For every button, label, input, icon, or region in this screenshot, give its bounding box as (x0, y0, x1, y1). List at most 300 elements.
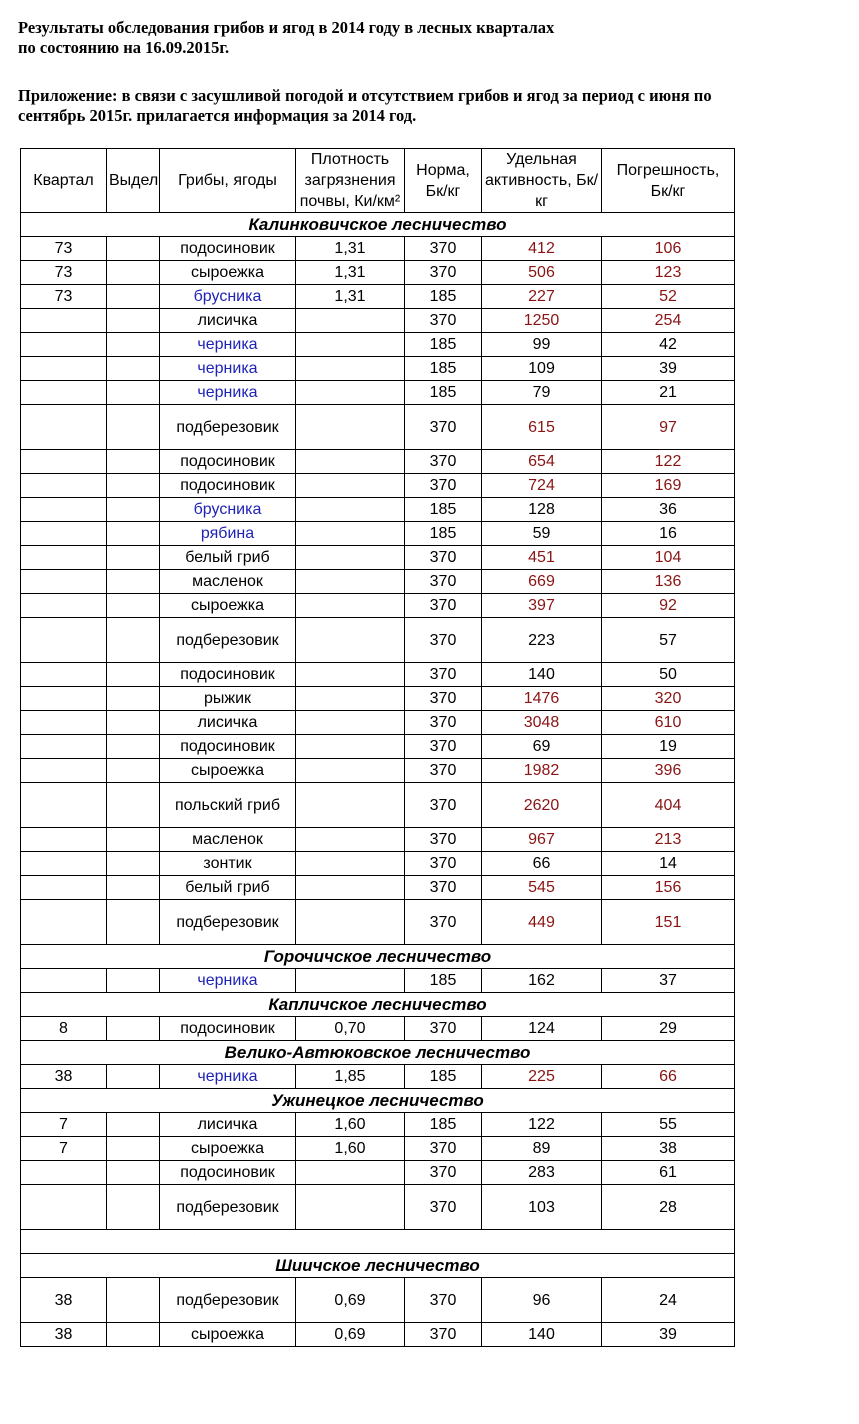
cell-density: 0,70 (296, 1017, 405, 1041)
cell-error: 36 (602, 498, 735, 522)
cell-kvartal (21, 381, 107, 405)
cell-item: сыроежка (160, 1323, 296, 1347)
cell-kvartal: 73 (21, 237, 107, 261)
title-line-1: Результаты обследования грибов и ягод в 2014 году в лесных кварталах (18, 18, 555, 37)
cell-kvartal (21, 570, 107, 594)
cell-videl (107, 1323, 160, 1347)
cell-density (296, 618, 405, 663)
document-note (18, 86, 712, 126)
cell-norm: 370 (405, 1323, 482, 1347)
cell-activity: 506 (482, 261, 602, 285)
table-row (21, 711, 735, 735)
cell-kvartal: 38 (21, 1323, 107, 1347)
cell-videl (107, 783, 160, 828)
cell-kvartal (21, 522, 107, 546)
cell-norm: 370 (405, 1137, 482, 1161)
cell-activity: 1476 (482, 687, 602, 711)
cell-videl (107, 663, 160, 687)
cell-activity: 140 (482, 1323, 602, 1347)
cell-norm: 370 (405, 570, 482, 594)
cell-item: черника (160, 1065, 296, 1089)
section-spacer (21, 1230, 735, 1254)
table-row (21, 570, 735, 594)
cell-item: подберезовик (160, 618, 296, 663)
cell-error: 151 (602, 900, 735, 945)
cell-kvartal: 7 (21, 1137, 107, 1161)
cell-density (296, 900, 405, 945)
cell-kvartal: 38 (21, 1065, 107, 1089)
header-item: Грибы, ягоды (160, 149, 296, 213)
table-body (21, 213, 735, 1347)
cell-item: черника (160, 333, 296, 357)
cell-item: подосиновик (160, 450, 296, 474)
cell-videl (107, 1278, 160, 1323)
table-row (21, 1017, 735, 1041)
cell-kvartal: 73 (21, 285, 107, 309)
cell-error: 213 (602, 828, 735, 852)
table-row (21, 1185, 735, 1230)
cell-activity: 545 (482, 876, 602, 900)
cell-kvartal: 7 (21, 1113, 107, 1137)
cell-norm: 370 (405, 309, 482, 333)
cell-error: 404 (602, 783, 735, 828)
cell-videl (107, 381, 160, 405)
cell-norm: 185 (405, 522, 482, 546)
cell-item: сыроежка (160, 759, 296, 783)
cell-density (296, 687, 405, 711)
table-row (21, 969, 735, 993)
header-kvartal: Квартал (21, 149, 107, 213)
table-row (21, 618, 735, 663)
cell-activity: 103 (482, 1185, 602, 1230)
cell-videl (107, 309, 160, 333)
cell-videl (107, 900, 160, 945)
cell-item: рябина (160, 522, 296, 546)
cell-error: 66 (602, 1065, 735, 1089)
cell-activity: 99 (482, 333, 602, 357)
cell-error: 24 (602, 1278, 735, 1323)
cell-item: подберезовик (160, 1185, 296, 1230)
cell-activity: 397 (482, 594, 602, 618)
cell-density (296, 498, 405, 522)
table-row (21, 357, 735, 381)
cell-activity: 227 (482, 285, 602, 309)
cell-item: подосиновик (160, 237, 296, 261)
cell-videl (107, 498, 160, 522)
results-table (20, 148, 735, 1347)
cell-density (296, 357, 405, 381)
cell-kvartal (21, 498, 107, 522)
cell-activity: 128 (482, 498, 602, 522)
cell-videl (107, 546, 160, 570)
table-row (21, 381, 735, 405)
forestry-section-row (21, 1041, 735, 1065)
cell-activity: 412 (482, 237, 602, 261)
cell-density (296, 570, 405, 594)
cell-density: 1,60 (296, 1137, 405, 1161)
cell-density (296, 474, 405, 498)
table-row (21, 1323, 735, 1347)
forestry-name: Капличское лесничество (21, 993, 735, 1017)
forestry-section-row (21, 945, 735, 969)
cell-kvartal (21, 759, 107, 783)
cell-norm: 370 (405, 618, 482, 663)
forestry-name: Горочичское лесничество (21, 945, 735, 969)
cell-kvartal (21, 828, 107, 852)
cell-kvartal: 38 (21, 1278, 107, 1323)
cell-norm: 370 (405, 1161, 482, 1185)
cell-density (296, 876, 405, 900)
cell-density (296, 711, 405, 735)
cell-activity: 1982 (482, 759, 602, 783)
table-row (21, 876, 735, 900)
cell-density (296, 333, 405, 357)
section-spacer-row (21, 1230, 735, 1254)
cell-activity: 283 (482, 1161, 602, 1185)
header-activity: Удельная активность, Бк/кг (482, 149, 602, 213)
cell-videl (107, 333, 160, 357)
cell-item: масленок (160, 570, 296, 594)
cell-videl (107, 1161, 160, 1185)
cell-norm: 185 (405, 498, 482, 522)
table-row (21, 546, 735, 570)
cell-error: 396 (602, 759, 735, 783)
cell-item: подосиновик (160, 474, 296, 498)
cell-density: 1,85 (296, 1065, 405, 1089)
cell-activity: 2620 (482, 783, 602, 828)
cell-error: 106 (602, 237, 735, 261)
cell-videl (107, 1113, 160, 1137)
cell-density (296, 405, 405, 450)
cell-videl (107, 735, 160, 759)
cell-videl (107, 570, 160, 594)
table-row (21, 783, 735, 828)
cell-norm: 185 (405, 381, 482, 405)
cell-norm: 185 (405, 1065, 482, 1089)
cell-item: подосиновик (160, 1161, 296, 1185)
cell-item: подосиновик (160, 663, 296, 687)
table-row (21, 759, 735, 783)
cell-error: 39 (602, 1323, 735, 1347)
cell-norm: 370 (405, 1185, 482, 1230)
cell-item: белый гриб (160, 546, 296, 570)
cell-density (296, 450, 405, 474)
cell-density: 1,31 (296, 261, 405, 285)
forestry-name: Шиичское лесничество (21, 1254, 735, 1278)
cell-activity: 124 (482, 1017, 602, 1041)
cell-item: подберезовик (160, 900, 296, 945)
table-row (21, 309, 735, 333)
cell-error: 320 (602, 687, 735, 711)
cell-kvartal (21, 735, 107, 759)
cell-density (296, 828, 405, 852)
cell-kvartal (21, 711, 107, 735)
cell-norm: 370 (405, 1278, 482, 1323)
cell-norm: 370 (405, 261, 482, 285)
table-row (21, 1161, 735, 1185)
table-row (21, 687, 735, 711)
table-row (21, 1137, 735, 1161)
cell-item: лисичка (160, 309, 296, 333)
cell-norm: 370 (405, 876, 482, 900)
table-row (21, 1065, 735, 1089)
table-row (21, 828, 735, 852)
table-row (21, 1113, 735, 1137)
cell-error: 16 (602, 522, 735, 546)
cell-videl (107, 876, 160, 900)
cell-item: черника (160, 357, 296, 381)
cell-error: 61 (602, 1161, 735, 1185)
cell-norm: 185 (405, 1113, 482, 1137)
cell-density (296, 663, 405, 687)
cell-error: 42 (602, 333, 735, 357)
cell-kvartal (21, 618, 107, 663)
cell-videl (107, 450, 160, 474)
cell-norm: 370 (405, 474, 482, 498)
forestry-section-row (21, 1254, 735, 1278)
cell-error: 14 (602, 852, 735, 876)
cell-item: подосиновик (160, 735, 296, 759)
table-row (21, 498, 735, 522)
cell-density (296, 309, 405, 333)
cell-error: 50 (602, 663, 735, 687)
header-norm: Норма, Бк/кг (405, 149, 482, 213)
cell-error: 92 (602, 594, 735, 618)
cell-density: 0,69 (296, 1278, 405, 1323)
cell-videl (107, 405, 160, 450)
cell-norm: 370 (405, 663, 482, 687)
cell-kvartal: 8 (21, 1017, 107, 1041)
cell-kvartal (21, 663, 107, 687)
cell-kvartal (21, 594, 107, 618)
cell-norm: 370 (405, 852, 482, 876)
title-line-2: по состоянию на 16.09.2015г. (18, 38, 230, 57)
cell-kvartal (21, 969, 107, 993)
header-videl: Выдел (107, 149, 160, 213)
cell-error: 136 (602, 570, 735, 594)
cell-density (296, 759, 405, 783)
cell-item: рыжик (160, 687, 296, 711)
cell-kvartal (21, 783, 107, 828)
cell-kvartal (21, 357, 107, 381)
cell-videl (107, 357, 160, 381)
cell-videl (107, 261, 160, 285)
cell-item: черника (160, 381, 296, 405)
cell-norm: 370 (405, 735, 482, 759)
cell-videl (107, 474, 160, 498)
forestry-name: Ужинецкое лесничество (21, 1089, 735, 1113)
cell-density: 1,31 (296, 285, 405, 309)
cell-activity: 3048 (482, 711, 602, 735)
cell-videl (107, 285, 160, 309)
cell-item: подберезовик (160, 1278, 296, 1323)
cell-kvartal (21, 405, 107, 450)
cell-norm: 370 (405, 900, 482, 945)
cell-error: 97 (602, 405, 735, 450)
cell-density (296, 594, 405, 618)
cell-kvartal (21, 852, 107, 876)
cell-norm: 370 (405, 450, 482, 474)
cell-item: лисичка (160, 1113, 296, 1137)
cell-item: подосиновик (160, 1017, 296, 1041)
note-line-2: сентябрь 2015г. прилагается информация за 2014 год. (18, 106, 417, 125)
cell-activity: 89 (482, 1137, 602, 1161)
cell-videl (107, 711, 160, 735)
table-row (21, 735, 735, 759)
cell-videl (107, 237, 160, 261)
cell-density: 1,31 (296, 237, 405, 261)
table-row (21, 522, 735, 546)
cell-norm: 370 (405, 594, 482, 618)
note-line-1: Приложение: в связи с засушливой погодой и отсутствием грибов и ягод за период с июня по (18, 86, 712, 105)
cell-videl (107, 522, 160, 546)
forestry-section-row (21, 1089, 735, 1113)
document-title (18, 18, 554, 58)
cell-activity: 654 (482, 450, 602, 474)
table-row (21, 285, 735, 309)
cell-norm: 370 (405, 687, 482, 711)
cell-error: 254 (602, 309, 735, 333)
header-density: Плотность загрязнения почвы, Ки/км² (296, 149, 405, 213)
cell-error: 122 (602, 450, 735, 474)
table-row (21, 333, 735, 357)
cell-kvartal: 73 (21, 261, 107, 285)
cell-norm: 185 (405, 285, 482, 309)
cell-item: брусника (160, 285, 296, 309)
cell-videl (107, 1017, 160, 1041)
cell-norm: 370 (405, 759, 482, 783)
cell-error: 21 (602, 381, 735, 405)
cell-error: 29 (602, 1017, 735, 1041)
table-header-row (21, 149, 735, 213)
cell-item: польский гриб (160, 783, 296, 828)
cell-activity: 59 (482, 522, 602, 546)
cell-activity: 967 (482, 828, 602, 852)
cell-kvartal (21, 309, 107, 333)
forestry-section-row (21, 993, 735, 1017)
cell-item: сыроежка (160, 594, 296, 618)
cell-density (296, 735, 405, 759)
cell-activity: 615 (482, 405, 602, 450)
cell-density: 1,60 (296, 1113, 405, 1137)
cell-error: 52 (602, 285, 735, 309)
cell-activity: 122 (482, 1113, 602, 1137)
cell-error: 38 (602, 1137, 735, 1161)
cell-item: сыроежка (160, 1137, 296, 1161)
cell-density (296, 522, 405, 546)
cell-activity: 162 (482, 969, 602, 993)
cell-activity: 1250 (482, 309, 602, 333)
cell-density (296, 1185, 405, 1230)
cell-error: 156 (602, 876, 735, 900)
cell-norm: 370 (405, 405, 482, 450)
forestry-name: Калинковичское лесничество (21, 213, 735, 237)
cell-videl (107, 969, 160, 993)
cell-norm: 185 (405, 333, 482, 357)
cell-item: брусника (160, 498, 296, 522)
cell-density (296, 969, 405, 993)
table-row (21, 1278, 735, 1323)
table-row (21, 405, 735, 450)
cell-density (296, 381, 405, 405)
cell-error: 123 (602, 261, 735, 285)
cell-error: 28 (602, 1185, 735, 1230)
cell-item: черника (160, 969, 296, 993)
cell-kvartal (21, 1185, 107, 1230)
cell-norm: 370 (405, 546, 482, 570)
cell-norm: 185 (405, 969, 482, 993)
header-error: Погрешность, Бк/кг (602, 149, 735, 213)
cell-norm: 370 (405, 237, 482, 261)
cell-kvartal (21, 687, 107, 711)
table-row (21, 474, 735, 498)
cell-error: 610 (602, 711, 735, 735)
cell-density (296, 1161, 405, 1185)
cell-kvartal (21, 546, 107, 570)
cell-norm: 370 (405, 1017, 482, 1041)
cell-norm: 185 (405, 357, 482, 381)
cell-videl (107, 687, 160, 711)
cell-kvartal (21, 450, 107, 474)
cell-videl (107, 1137, 160, 1161)
table-row (21, 450, 735, 474)
table-row (21, 261, 735, 285)
cell-videl (107, 828, 160, 852)
table-row (21, 237, 735, 261)
cell-error: 169 (602, 474, 735, 498)
cell-density: 0,69 (296, 1323, 405, 1347)
cell-norm: 370 (405, 783, 482, 828)
cell-activity: 96 (482, 1278, 602, 1323)
cell-density (296, 546, 405, 570)
cell-error: 19 (602, 735, 735, 759)
cell-activity: 66 (482, 852, 602, 876)
cell-videl (107, 1185, 160, 1230)
cell-norm: 370 (405, 711, 482, 735)
cell-kvartal (21, 1161, 107, 1185)
cell-videl (107, 1065, 160, 1089)
cell-error: 57 (602, 618, 735, 663)
cell-kvartal (21, 876, 107, 900)
cell-activity: 669 (482, 570, 602, 594)
cell-activity: 109 (482, 357, 602, 381)
cell-activity: 449 (482, 900, 602, 945)
table-row (21, 900, 735, 945)
cell-density (296, 783, 405, 828)
cell-kvartal (21, 333, 107, 357)
cell-error: 104 (602, 546, 735, 570)
cell-activity: 724 (482, 474, 602, 498)
cell-videl (107, 594, 160, 618)
forestry-name: Велико-Автюковское лесничество (21, 1041, 735, 1065)
cell-activity: 79 (482, 381, 602, 405)
cell-activity: 140 (482, 663, 602, 687)
cell-videl (107, 852, 160, 876)
cell-error: 55 (602, 1113, 735, 1137)
table-row (21, 663, 735, 687)
cell-error: 39 (602, 357, 735, 381)
forestry-section-row (21, 213, 735, 237)
cell-kvartal (21, 474, 107, 498)
cell-density (296, 852, 405, 876)
cell-activity: 451 (482, 546, 602, 570)
cell-videl (107, 618, 160, 663)
cell-kvartal (21, 900, 107, 945)
cell-videl (107, 759, 160, 783)
cell-item: белый гриб (160, 876, 296, 900)
table-row (21, 594, 735, 618)
cell-error: 37 (602, 969, 735, 993)
